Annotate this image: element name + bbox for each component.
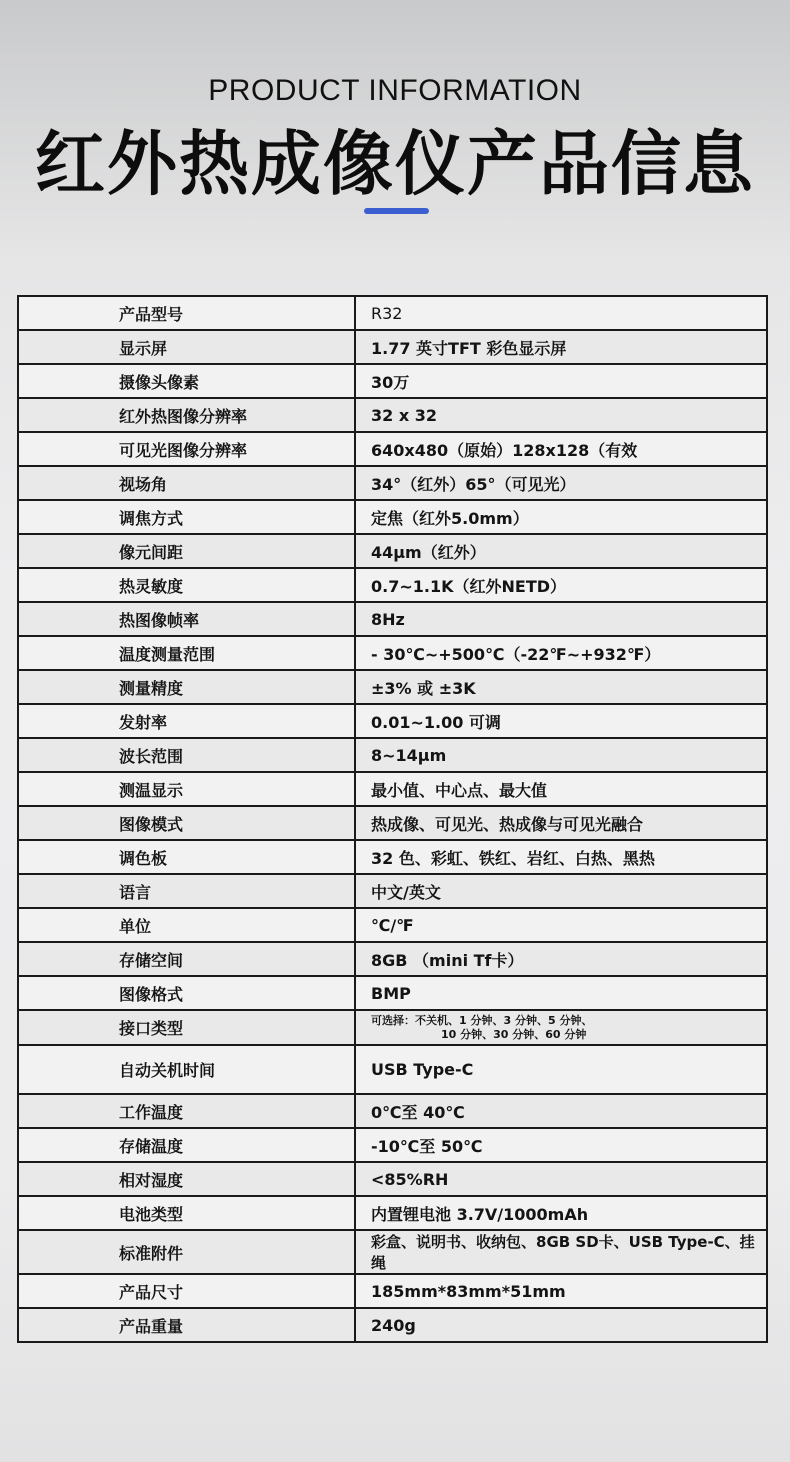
title-accent-bar — [364, 208, 429, 214]
spec-value: 8Hz — [355, 602, 767, 636]
table-row — [18, 806, 767, 840]
interface-value-line2: 10 分钟、30 分钟、60 分钟 — [441, 1027, 587, 1041]
spec-label: 存储温度 — [18, 1128, 355, 1162]
spec-table — [17, 295, 768, 1343]
spec-value: USB Type-C — [355, 1045, 767, 1094]
spec-label: 存储空间 — [18, 942, 355, 976]
table-row — [18, 772, 767, 806]
spec-label: 标准附件 — [18, 1230, 355, 1274]
spec-value: 32 x 32 — [355, 398, 767, 432]
table-row — [18, 1045, 767, 1094]
table-row — [18, 840, 767, 874]
table-row — [18, 364, 767, 398]
spec-label: 调焦方式 — [18, 500, 355, 534]
table-row — [18, 568, 767, 602]
spec-value: 44μm（红外） — [355, 534, 767, 568]
table-row — [18, 398, 767, 432]
spec-label: 产品重量 — [18, 1308, 355, 1342]
spec-value: 0.01~1.00 可调 — [355, 704, 767, 738]
spec-value: 热成像、可见光、热成像与可见光融合 — [355, 806, 767, 840]
table-row — [18, 432, 767, 466]
spec-value: 8GB （mini Tf卡） — [355, 942, 767, 976]
spec-label: 相对湿度 — [18, 1162, 355, 1196]
spec-label: 显示屏 — [18, 330, 355, 364]
interface-value-line1: 可选择：不关机、1 分钟、3 分钟、5 分钟、 — [371, 1013, 593, 1027]
table-row — [18, 602, 767, 636]
spec-label: 波长范围 — [18, 738, 355, 772]
table-row — [18, 1162, 767, 1196]
spec-label: 语言 — [18, 874, 355, 908]
table-row — [18, 296, 767, 330]
spec-value: 8~14μm — [355, 738, 767, 772]
spec-value: - 30℃~+500℃（-22℉~+932℉） — [355, 636, 767, 670]
table-row — [18, 1010, 767, 1045]
spec-label: 电池类型 — [18, 1196, 355, 1230]
spec-label: 热灵敏度 — [18, 568, 355, 602]
spec-value: ±3% 或 ±3K — [355, 670, 767, 704]
spec-label: 单位 — [18, 908, 355, 942]
spec-label: 红外热图像分辨率 — [18, 398, 355, 432]
spec-value: 32 色、彩虹、铁红、岩红、白热、黑热 — [355, 840, 767, 874]
table-row — [18, 466, 767, 500]
table-row — [18, 704, 767, 738]
spec-value: 34°（红外）65°（可见光） — [355, 466, 767, 500]
table-row — [18, 942, 767, 976]
spec-label: 接口类型 — [18, 1010, 355, 1045]
table-row — [18, 1196, 767, 1230]
spec-label: 温度测量范围 — [18, 636, 355, 670]
table-row — [18, 330, 767, 364]
spec-value: <85%RH — [355, 1162, 767, 1196]
spec-value: ℃/℉ — [355, 908, 767, 942]
spec-value: 0℃至 40℃ — [355, 1094, 767, 1128]
table-row — [18, 636, 767, 670]
table-row — [18, 1274, 767, 1308]
spec-label: 调色板 — [18, 840, 355, 874]
spec-value: 彩盒、说明书、收纳包、8GB SD卡、USB Type-C、挂绳 — [355, 1230, 767, 1274]
spec-value: 240g — [355, 1308, 767, 1342]
spec-value: 中文/英文 — [355, 874, 767, 908]
table-row — [18, 534, 767, 568]
spec-value: 185mm*83mm*51mm — [355, 1274, 767, 1308]
page-header — [0, 0, 790, 260]
spec-label: 产品尺寸 — [18, 1274, 355, 1308]
table-row — [18, 1308, 767, 1342]
spec-label: 发射率 — [18, 704, 355, 738]
page-subtitle: PRODUCT INFORMATION — [208, 74, 582, 107]
spec-value: 定焦（红外5.0mm） — [355, 500, 767, 534]
table-row — [18, 500, 767, 534]
table-row — [18, 1128, 767, 1162]
interface-value-text — [371, 1014, 766, 1042]
page-title: 红外热成像仪产品信息 — [35, 123, 755, 205]
spec-label: 可见光图像分辨率 — [18, 432, 355, 466]
spec-value: 最小值、中心点、最大值 — [355, 772, 767, 806]
table-row — [18, 908, 767, 942]
spec-label: 测温显示 — [18, 772, 355, 806]
table-row — [18, 670, 767, 704]
spec-label: 热图像帧率 — [18, 602, 355, 636]
spec-label: 视场角 — [18, 466, 355, 500]
spec-value: -10℃至 50℃ — [355, 1128, 767, 1162]
table-row — [18, 1230, 767, 1274]
spec-label: 测量精度 — [18, 670, 355, 704]
table-row — [18, 1094, 767, 1128]
spec-value: 30万 — [355, 364, 767, 398]
spec-label: 摄像头像素 — [18, 364, 355, 398]
spec-value: 640x480（原始）128x128（有效 — [355, 432, 767, 466]
table-row — [18, 874, 767, 908]
spec-label: 像元间距 — [18, 534, 355, 568]
spec-label: 自动关机时间 — [18, 1045, 355, 1094]
spec-value: BMP — [355, 976, 767, 1010]
spec-value — [355, 1010, 767, 1045]
spec-label: 产品型号 — [18, 296, 355, 330]
table-row — [18, 976, 767, 1010]
spec-label: 工作温度 — [18, 1094, 355, 1128]
spec-label: 图像格式 — [18, 976, 355, 1010]
spec-value: 内置锂电池 3.7V/1000mAh — [355, 1196, 767, 1230]
spec-value: 1.77 英寸TFT 彩色显示屏 — [355, 330, 767, 364]
spec-value: R32 — [355, 296, 767, 330]
table-row — [18, 738, 767, 772]
spec-label: 图像模式 — [18, 806, 355, 840]
spec-value: 0.7~1.1K（红外NETD） — [355, 568, 767, 602]
